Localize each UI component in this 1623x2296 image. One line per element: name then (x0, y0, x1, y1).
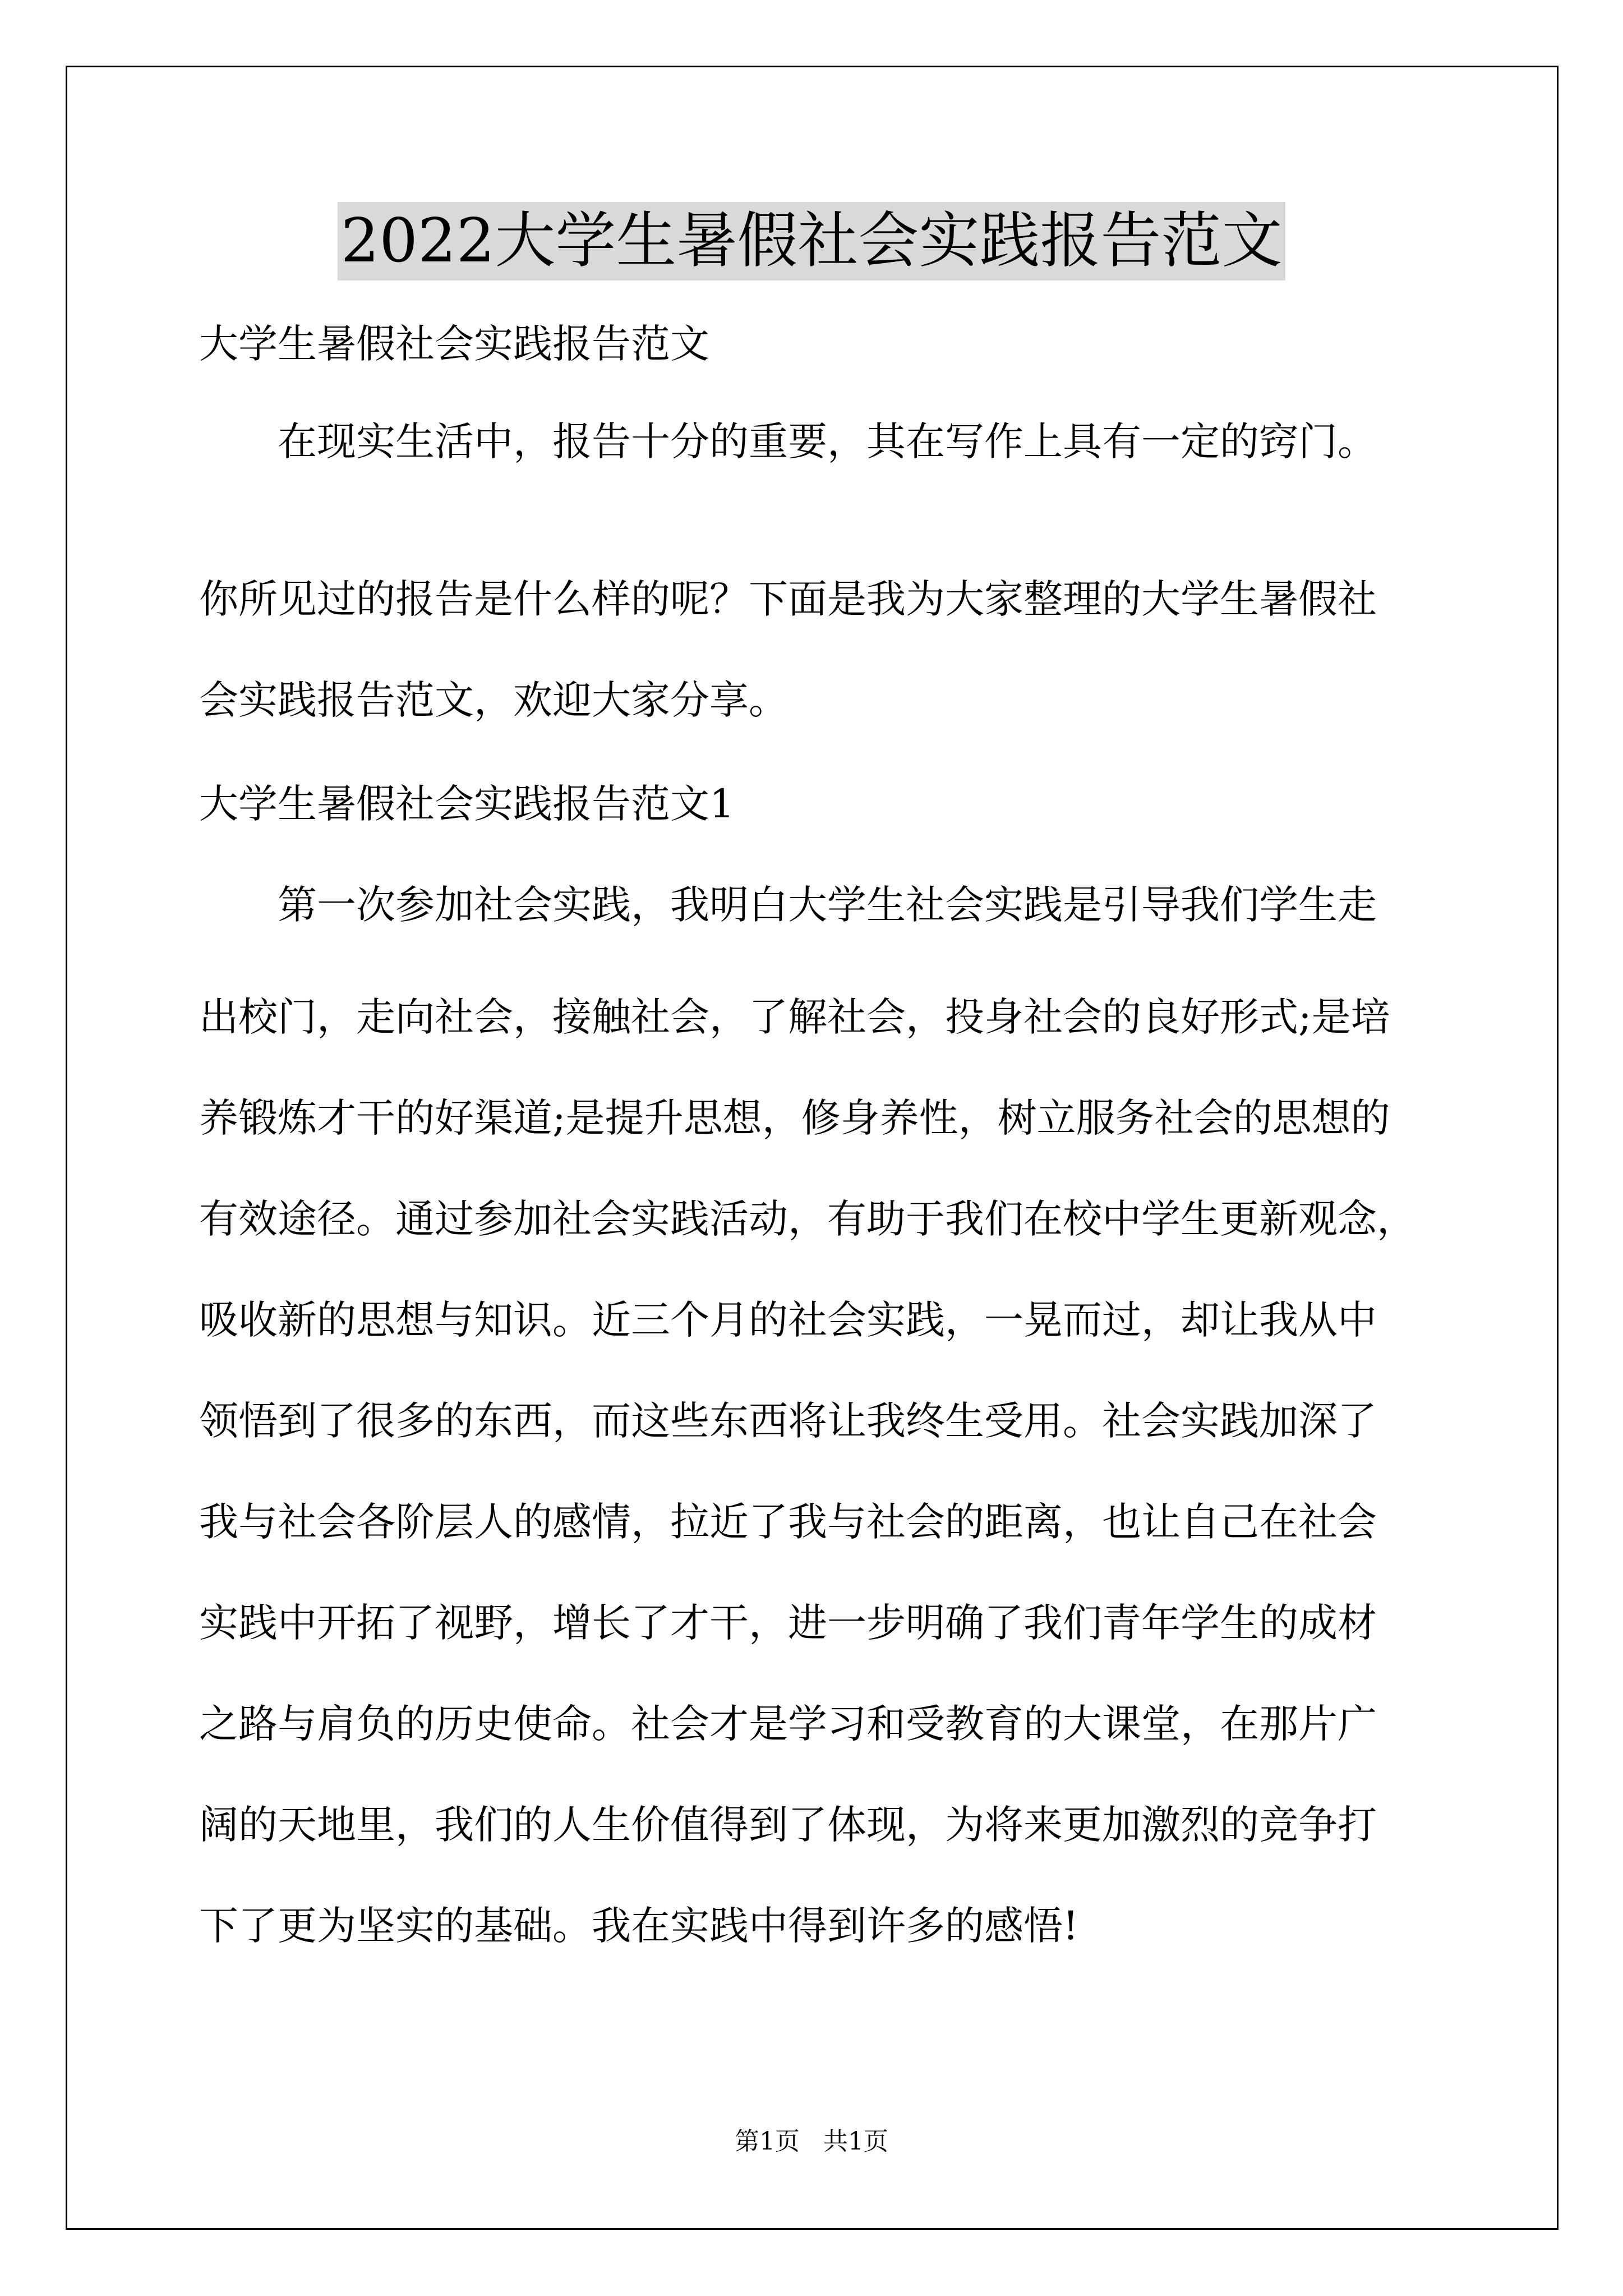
intro-line: 你所见过的报告是什么样的呢？下面是我为大家整理的大学生暑假社 (199, 576, 1377, 622)
page-footer: 第1页 共1页 (735, 2127, 888, 2156)
title-wrap (0, 202, 1623, 280)
body-line: 出校门，走向社会，接触社会，了解社会，投身社会的良好形式;是培 (199, 994, 1390, 1040)
body-line: 养锻炼才干的好渠道;是提升思想，修身养性，树立服务社会的思想的 (199, 1095, 1390, 1141)
document-title: 2022大学生暑假社会实践报告范文 (338, 202, 1286, 280)
body-line: 有效途径。通过参加社会实践活动，有助于我们在校中学生更新观念， (199, 1196, 1416, 1242)
intro-line: 在现实生活中，报告十分的重要，其在写作上具有一定的窍门。 (278, 418, 1377, 464)
body-line: 我与社会各阶层人的感情，拉近了我与社会的距离，也让自己在社会 (199, 1499, 1377, 1545)
body-line: 下了更为坚实的基础。我在实践中得到许多的感悟! (199, 1903, 1079, 1949)
body-line: 吸收新的思想与知识。近三个月的社会实践，一晃而过，却让我从中 (199, 1297, 1377, 1343)
body-line: 领悟到了很多的东西，而这些东西将让我终生受用。社会实践加深了 (199, 1398, 1377, 1444)
body-line: 之路与肩负的历史使命。社会才是学习和受教育的大课堂，在那片广 (199, 1701, 1377, 1747)
intro-line: 会实践报告范文，欢迎大家分享。 (199, 677, 788, 723)
body-line: 实践中开拓了视野，增长了才干，进一步明确了我们青年学生的成材 (199, 1600, 1377, 1646)
document-heading: 大学生暑假社会实践报告范文 (199, 321, 709, 367)
section-title: 大学生暑假社会实践报告范文1 (199, 781, 735, 827)
body-line: 第一次参加社会实践，我明白大学生社会实践是引导我们学生走 (278, 882, 1377, 928)
body-line: 阔的天地里，我们的人生价值得到了体现，为将来更加激烈的竞争打 (199, 1802, 1377, 1848)
